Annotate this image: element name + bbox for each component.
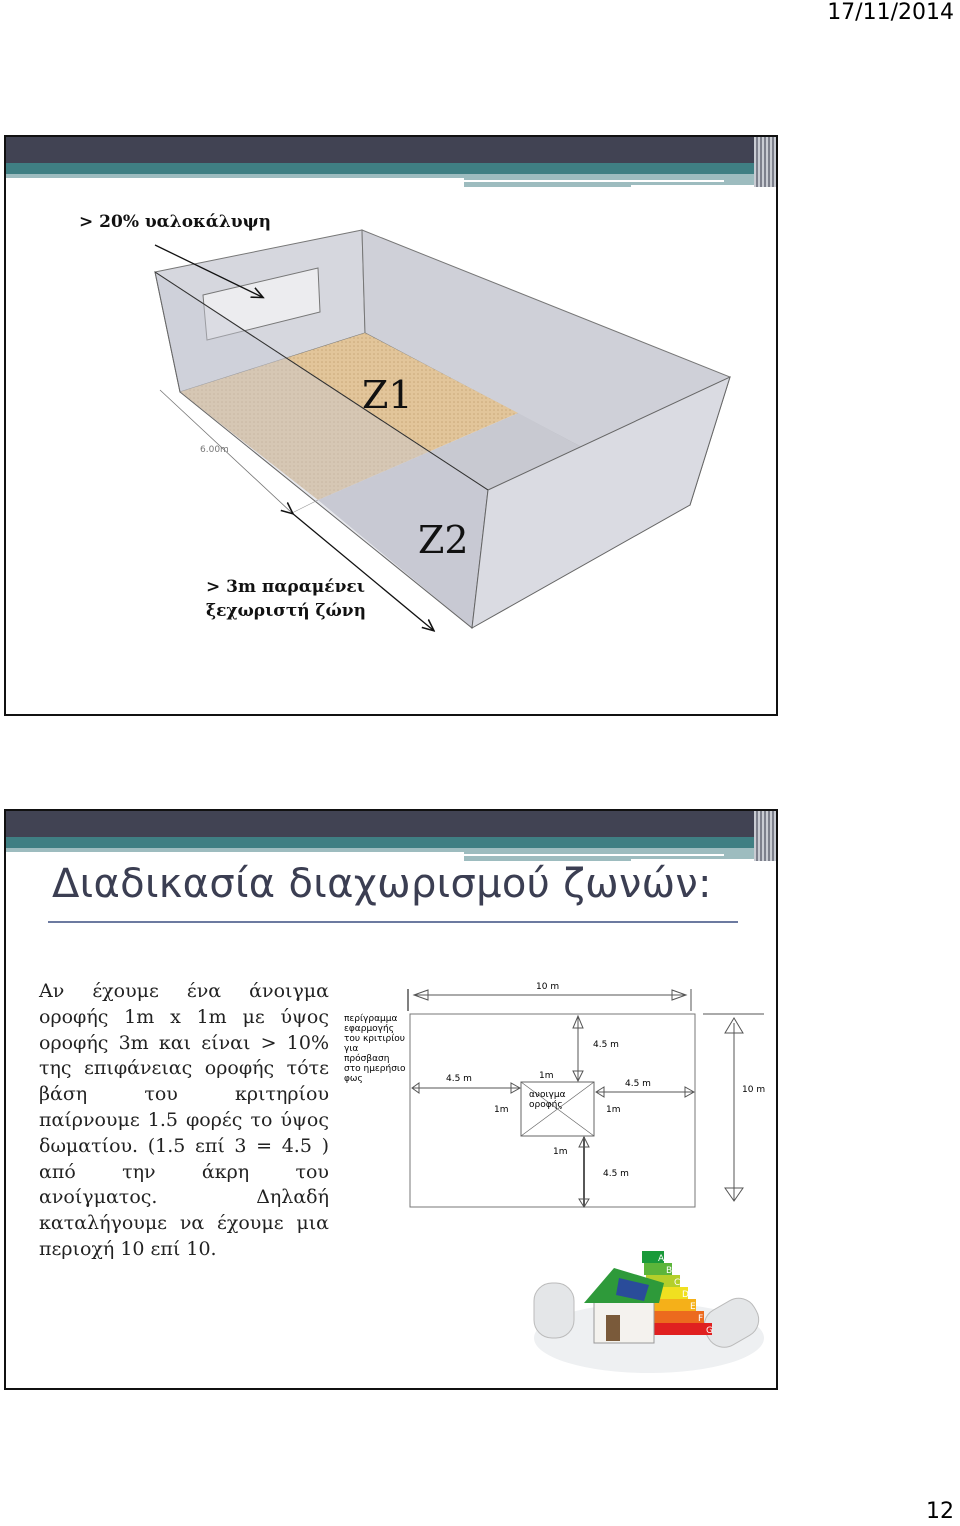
svg-text:1m: 1m [553, 1147, 568, 1157]
slide-zone-procedure [4, 809, 778, 1390]
svg-text:4.5 m: 4.5 m [593, 1040, 619, 1050]
separate-zone-label-line2: ξεχωριστή ζώνη [206, 601, 366, 621]
svg-text:B: B [666, 1266, 673, 1276]
slide-zones-3d [4, 135, 778, 716]
svg-text:1m: 1m [494, 1105, 509, 1115]
title-rule [48, 921, 738, 923]
slide-body-text: Αν έχουμε ένα άνοιγμα οροφής 1m x 1m με ύψος οροφής 3m και είναι > 10% της επιφάνειας οροφής τότε βάση του κριτηρίου παίρνουμε 1.5 φορές το ύψος δωματίου. (1.5 επί 3 = 4.5 ) από την άκρη του ανοίγματος. Δηλαδή καταλήγουμε να έχουμε μια περιοχή 10 επί 10. [39, 980, 329, 1260]
glazing-label: > 20% υαλοκάλυψη [79, 212, 271, 232]
svg-text:οροφής: οροφής [529, 1100, 563, 1110]
svg-text:4.5 m: 4.5 m [446, 1074, 472, 1084]
svg-text:πρόσβαση: πρόσβαση [344, 1054, 390, 1064]
separate-zone-label [206, 575, 366, 623]
svg-text:1m: 1m [606, 1105, 621, 1115]
width-label: 10 m [536, 982, 560, 992]
criterion-boundary [410, 1014, 695, 1207]
svg-text:1m: 1m [539, 1071, 554, 1081]
height-label: 10 m [742, 1085, 766, 1095]
diagram-legend [344, 1014, 406, 1084]
svg-text:ανοιγμα: ανοιγμα [529, 1090, 566, 1100]
svg-text:E: E [690, 1302, 696, 1312]
svg-text:4.5 m: 4.5 m [625, 1079, 651, 1089]
energy-efficiency-house-image [524, 1243, 774, 1388]
zone1-label: Z1 [362, 373, 413, 417]
svg-text:στο ημερήσιο: στο ημερήσιο [344, 1064, 406, 1074]
svg-text:D: D [682, 1290, 689, 1300]
dimension-label: 6.00m [200, 445, 229, 455]
zone2-label: Z2 [418, 518, 469, 562]
svg-text:G: G [706, 1326, 713, 1336]
separate-zone-label-line1: > 3m παραμένει [206, 577, 365, 597]
svg-text:φως: φως [344, 1074, 363, 1084]
svg-text:για: για [344, 1044, 359, 1054]
svg-text:C: C [674, 1278, 681, 1288]
room-3d-illustration [0, 0, 780, 720]
svg-text:εφαρμογής: εφαρμογής [344, 1024, 394, 1034]
svg-text:του κριτιρίου: του κριτιρίου [344, 1034, 405, 1044]
slide-header-band [6, 811, 776, 861]
slide-title: Διαδικασία διαχωρισμού ζωνών: [52, 861, 712, 907]
date: 17/11/2014 [827, 0, 954, 25]
svg-text:A: A [658, 1254, 665, 1264]
daylight-criterion-diagram [336, 971, 776, 1216]
svg-text:F: F [698, 1314, 704, 1324]
svg-text:περίγραμμα: περίγραμμα [344, 1014, 398, 1024]
page-number: 12 [926, 1499, 954, 1524]
svg-text:4.5 m: 4.5 m [603, 1169, 629, 1179]
